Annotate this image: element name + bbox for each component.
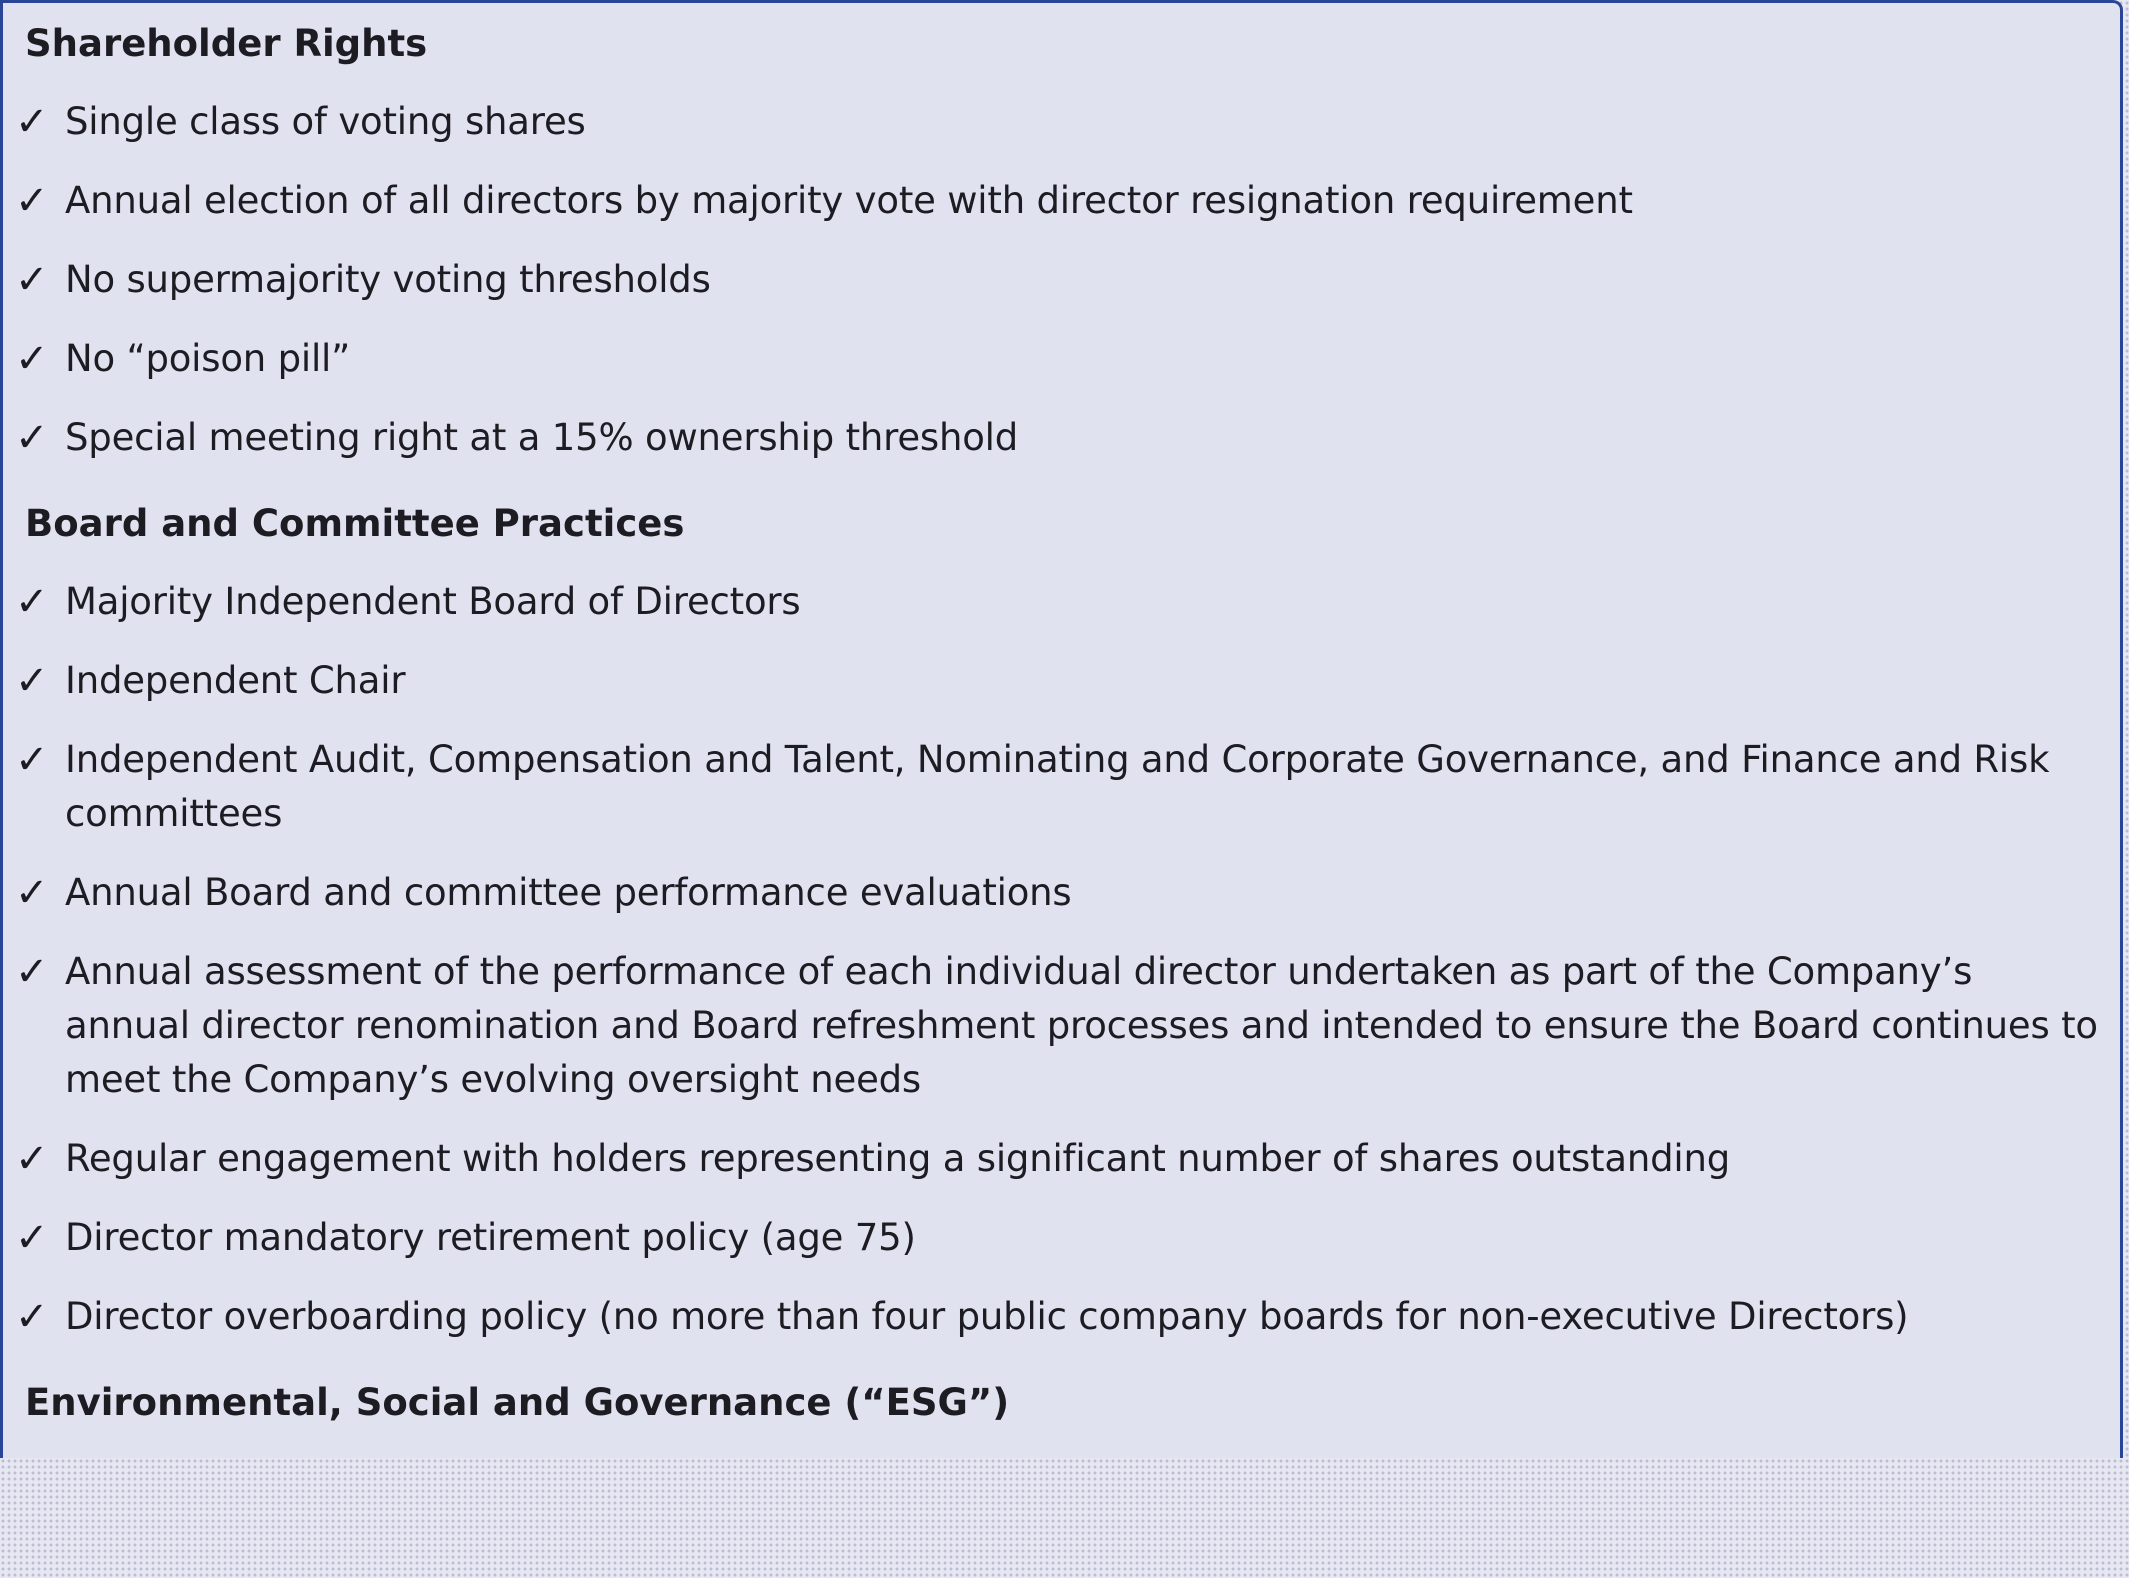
list-item — [15, 174, 2108, 228]
list-item-text: Director overboarding policy (no more than four public company boards for non-executive Directors) — [65, 1295, 1909, 1338]
checkmark-icon: ✓ — [15, 257, 49, 303]
list-item-text: Independent Audit, Compensation and Talent, Nominating and Corporate Governance, and Finance and Risk committees — [65, 738, 2050, 835]
checkmark-icon: ✓ — [15, 737, 49, 783]
checkmark-icon: ✓ — [15, 949, 49, 995]
checkmark-icon: ✓ — [15, 178, 49, 224]
list-item — [15, 733, 2108, 841]
list-item — [15, 1290, 2108, 1344]
section-esg — [15, 1376, 2108, 1430]
section-board-committee-practices — [15, 497, 2108, 1344]
checkmark-icon: ✓ — [15, 1136, 49, 1182]
list-item-text: Regular engagement with holders representing a significant number of shares outstanding — [65, 1137, 1730, 1180]
list-item-text: Special meeting right at a 15% ownership threshold — [65, 416, 1019, 459]
list-item — [15, 411, 2108, 465]
panel-content — [15, 17, 2108, 1462]
list-item — [15, 945, 2108, 1107]
list-item — [15, 95, 2108, 149]
section-heading: Environmental, Social and Governance (“ESG”) — [25, 1381, 1010, 1424]
list-item-text: Majority Independent Board of Directors — [65, 580, 801, 623]
list-item-text: Single class of voting shares — [65, 100, 586, 143]
list-item — [15, 1211, 2108, 1265]
list-item-text: Annual election of all directors by majority vote with director resignation requirement — [65, 179, 1633, 222]
checkmark-icon: ✓ — [15, 415, 49, 461]
list-item — [15, 866, 2108, 920]
list-item — [15, 654, 2108, 708]
checkmark-icon: ✓ — [15, 658, 49, 704]
checkmark-icon: ✓ — [15, 579, 49, 625]
list-item — [15, 332, 2108, 386]
checkmark-icon: ✓ — [15, 1215, 49, 1261]
list-item-text: Annual Board and committee performance evaluations — [65, 871, 1072, 914]
list-item-text: Annual assessment of the performance of each individual director undertaken as part of the Company’s annual director renomination and Board refreshment processes and intended to ensure the Board continues to meet the Company’s evolving oversight needs — [65, 950, 2098, 1101]
list-item-text: No “poison pill” — [65, 337, 351, 380]
list-item-text: Director mandatory retirement policy (age 75) — [65, 1216, 916, 1259]
list-item-text: Independent Chair — [65, 659, 406, 702]
section-heading: Board and Committee Practices — [25, 502, 685, 545]
section-heading: Shareholder Rights — [25, 22, 428, 65]
list-item — [15, 1132, 2108, 1186]
checkmark-icon: ✓ — [15, 1294, 49, 1340]
checkmark-icon: ✓ — [15, 870, 49, 916]
checkmark-icon: ✓ — [15, 99, 49, 145]
list-item — [15, 253, 2108, 307]
list-item-text: No supermajority voting thresholds — [65, 258, 711, 301]
section-shareholder-rights — [15, 17, 2108, 465]
list-item — [15, 575, 2108, 629]
checkmark-icon: ✓ — [15, 336, 49, 382]
